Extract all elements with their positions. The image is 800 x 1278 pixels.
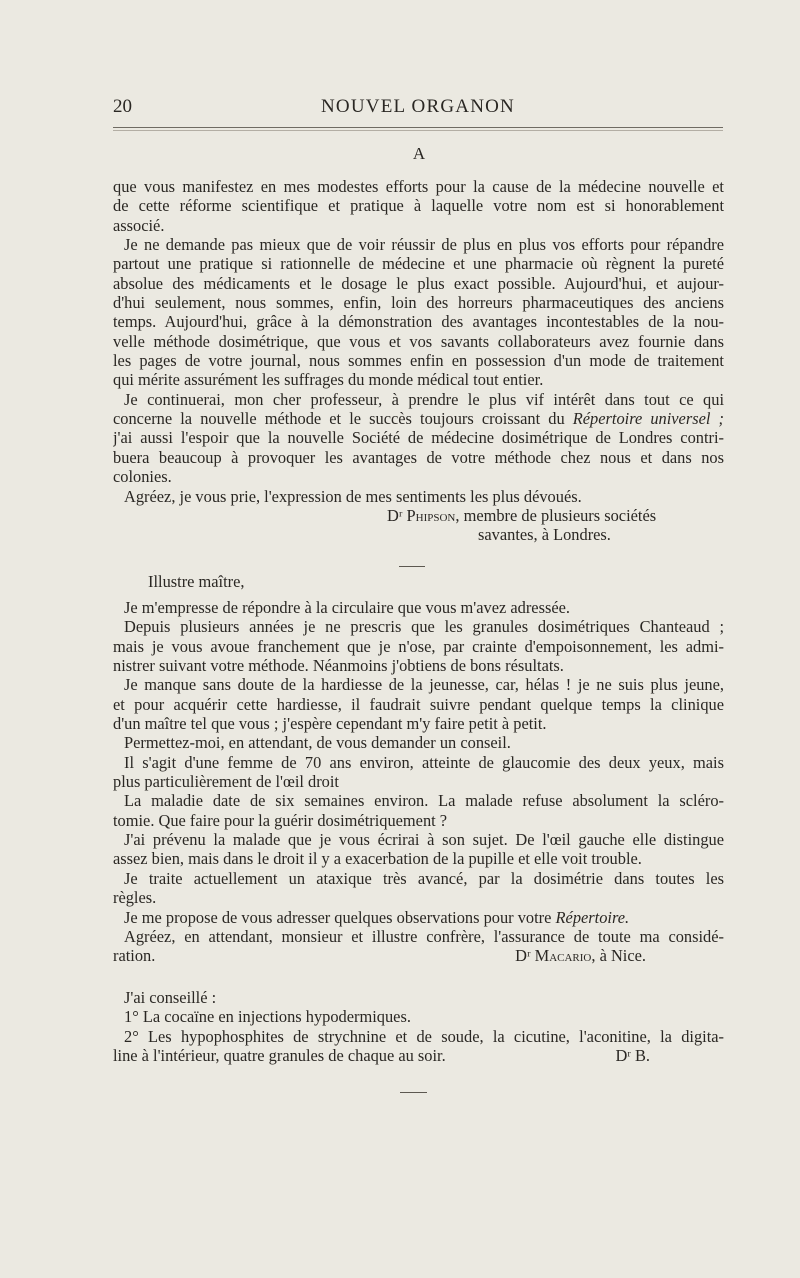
text-segment: line à l'intérieur, quatre granules de chaque au soir. — [113, 1046, 446, 1066]
text-line: Il s'agit d'une femme de 70 ans environ, atteinte de glaucomie des deux yeux, mais — [124, 752, 724, 772]
text-line: colonies. — [113, 467, 172, 487]
signature-mark: A — [412, 144, 426, 163]
text-line: Je continuerai, mon cher professeur, à prendre le plus vif intérêt dans tout ce qui — [124, 389, 724, 409]
text-line: plus particulièrement de l'œil droit — [113, 772, 339, 792]
text-segment: ration. — [113, 946, 156, 966]
text-line: Depuis plusieurs années je ne prescris que les granules dosimétriques Chanteaud ; — [124, 617, 724, 637]
text-line: J'ai conseillé : — [124, 988, 217, 1007]
text-line — [113, 946, 724, 965]
text-line: Je m'empresse de répondre à la circulaire que vous m'avez adressée. — [124, 598, 570, 617]
signature-name: Phipson, — [406, 505, 460, 525]
salutation: Illustre maître, — [148, 572, 245, 591]
text-segment: concerne la nouvelle méthode et le succès toujours croissant du — [113, 409, 565, 429]
text-line: et pour acquérir cette hardiesse, il faudrait suivre pendant quelque temps la clinique — [113, 694, 724, 714]
text-line: La maladie date de six semaines environ. La malade refuse absolument la scléro- — [124, 791, 724, 811]
text-segment: Je me propose de vous adresser quelques observations pour votre — [124, 907, 552, 927]
signature-title: Dʳ — [387, 505, 403, 525]
text-line: Permettez-moi, en attendant, de vous demander un conseil. — [124, 733, 511, 753]
text-line: Agréez, en attendant, monsieur et illustre confrère, l'assurance de toute ma considé- — [124, 926, 724, 946]
signature-line — [515, 946, 646, 965]
journal-title: Répertoire. — [555, 907, 630, 927]
reply — [113, 988, 724, 1065]
text-line: que vous manifestez en mes modestes efforts pour la cause de la médecine nouvelle et — [113, 177, 724, 196]
letter-phipson — [113, 177, 724, 545]
signature-affiliation: membre de plusieurs sociétés — [463, 505, 657, 525]
signature-line: savantes, à Londres. — [478, 525, 611, 545]
signature-name: Macario, — [534, 946, 596, 966]
text-line — [113, 409, 724, 428]
letter-macario — [113, 572, 724, 591]
text-line: Je traite actuellement un ataxique très avancé, par la dosimétrie dans toutes les — [124, 868, 724, 888]
text-line: règles. — [113, 888, 157, 908]
text-line: Je ne demande pas mieux que de voir réussir de plus en plus vos efforts pour répandre — [124, 235, 724, 255]
text-line — [113, 1046, 724, 1065]
section-separator — [400, 1092, 427, 1093]
text-line: d'hui seulement, nous sommes, enfin, loin des horreurs pharmaceutiques des anciens — [113, 293, 724, 313]
text-line: tomie. Que faire pour la guérir dosimétriquement ? — [113, 810, 448, 830]
text-line: partout une pratique si rationnelle de médecine et une pharmacie où règnent la pureté — [113, 254, 724, 274]
text-line: qui mérite assurément les suffrages du monde médical tout entier. — [113, 370, 544, 390]
text-line: nistrer suivant votre méthode. Néanmoins j'obtiens de bons résultats. — [113, 656, 564, 676]
header-rule-thin — [113, 130, 723, 131]
text-line: buera beaucoup à provoquer les avantages de votre méthode chez nous et dans nos — [113, 447, 724, 467]
header-rule — [113, 127, 723, 128]
signature-line — [113, 506, 724, 525]
text-line: Je manque sans doute de la hardiesse de la jeunesse, car, hélas ! je ne suis plus jeune, — [124, 675, 724, 695]
list-item: 2° Les hypophosphites de strychnine et de soude, la cicutine, l'aconitine, la digita- — [124, 1026, 724, 1046]
letter-macario-body — [113, 598, 724, 966]
signature-affiliation: à Nice. — [599, 946, 646, 966]
page-number: 20 — [113, 96, 132, 117]
text-line: j'ai aussi l'espoir que la nouvelle Société de médecine dosimétrique de Londres contri- — [113, 428, 724, 448]
list-item: 1° La cocaïne en injections hypodermiques. — [124, 1007, 411, 1027]
section-separator — [399, 566, 425, 567]
text-line: les pages de votre journal, nous sommes enfin en possession d'un mode de traitement — [113, 351, 724, 371]
text-line: mais je vous avoue franchement que je n'ose, par crainte d'empoisonnement, les admi- — [113, 636, 724, 656]
signature-title: Dʳ — [515, 946, 531, 966]
text-line: d'un maître tel que vous ; j'espère cependant m'y faire petit à petit. — [113, 714, 547, 734]
text-line: Agréez, je vous prie, l'expression de mes sentiments les plus dévoués. — [124, 486, 582, 506]
text-line — [113, 908, 724, 927]
text-line: associé. — [113, 215, 165, 235]
text-line: de cette réforme scientifique et pratique à laquelle votre nom est si honorablement — [113, 196, 724, 216]
text-line: velle méthode dosimétrique, que vous et vos savants collaborateurs avez fournie dans — [113, 331, 724, 351]
text-line: absolue des médicaments et le dosage le plus exact possible. Aujourd'hui, et aujour- — [113, 273, 724, 293]
text-line: assez bien, mais dans le droit il y a exacerbation de la pupille et elle voit trouble. — [113, 849, 642, 869]
text-line: J'ai prévenu la malade que je vous écrirai à son sujet. De l'œil gauche elle distingue — [124, 830, 724, 850]
signature-line: Dʳ B. — [615, 1046, 650, 1066]
journal-title: Répertoire universel ; — [572, 409, 724, 429]
running-title: NOUVEL ORGANON — [321, 96, 515, 117]
text-line: temps. Aujourd'hui, grâce à la démonstration des avantages incontestables de la nou- — [113, 312, 724, 332]
page-header — [113, 96, 723, 122]
